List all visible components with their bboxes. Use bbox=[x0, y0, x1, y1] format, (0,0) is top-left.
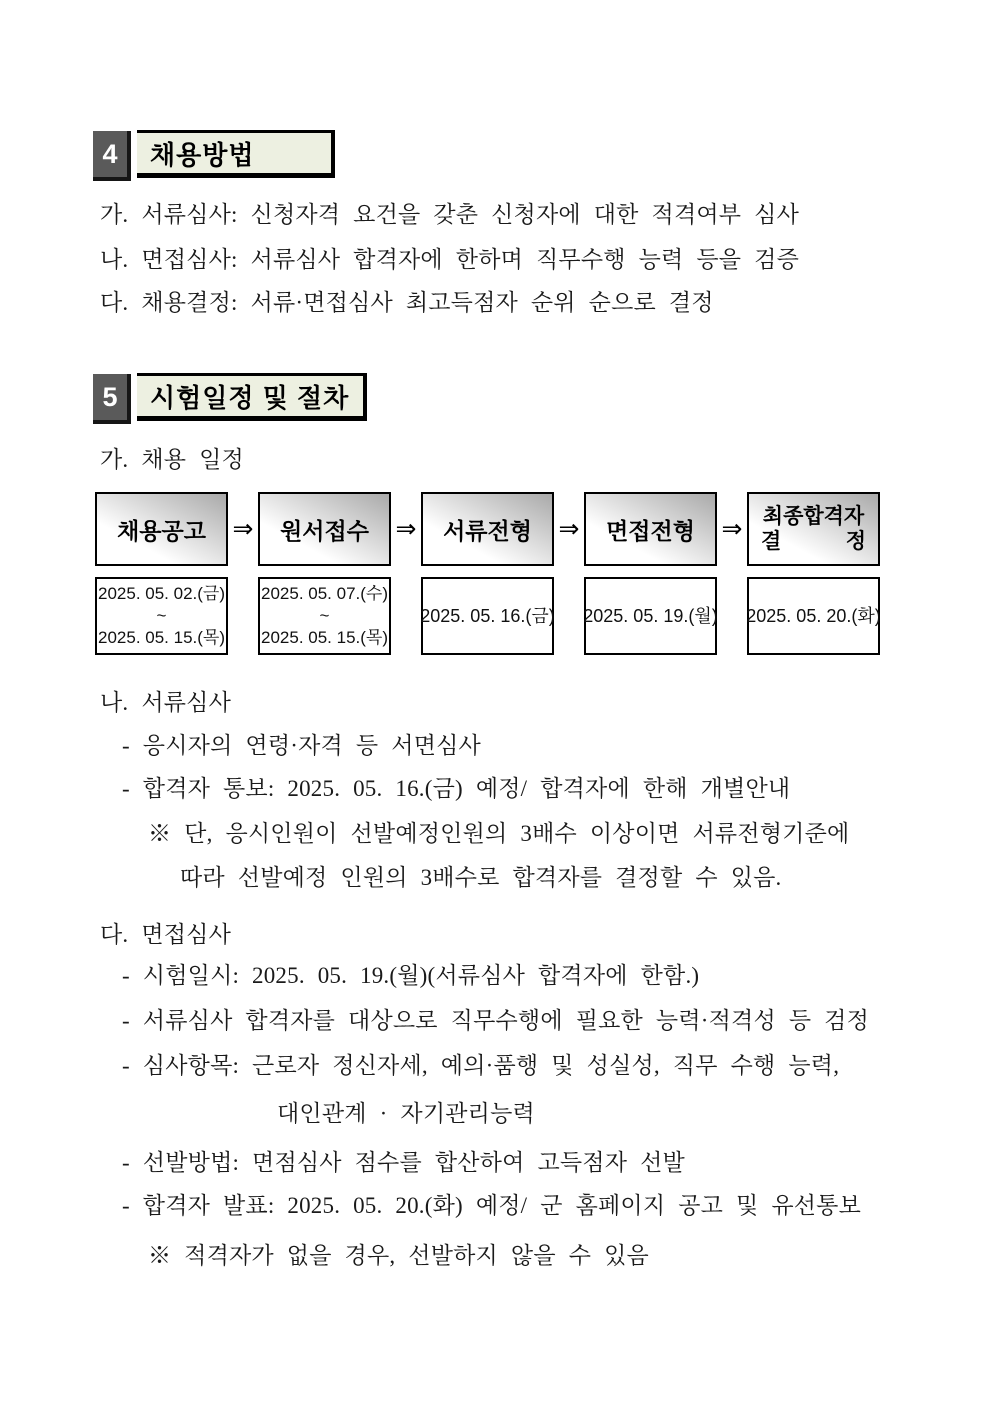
date-start: 2025. 05. 07.(수) bbox=[261, 584, 388, 603]
tilde: ~ bbox=[156, 606, 167, 625]
flow-step-interview: 면접전형 bbox=[584, 492, 717, 566]
flow-step-final-decision-line1: 최종합격자 bbox=[762, 505, 865, 528]
interview-heading: 다. 면접심사 bbox=[100, 922, 231, 947]
double-arrow-icon: ⇒ bbox=[721, 514, 743, 543]
section4-number-badge: 4 bbox=[93, 131, 131, 181]
schedule-heading: 가. 채용 일정 bbox=[100, 447, 244, 472]
flow-step-final-decision bbox=[747, 492, 880, 566]
section4-line-2: 나. 면접심사: 서류심사 합격자에 한하며 직무수행 능력 등을 검증 bbox=[100, 247, 800, 272]
date-start: 2025. 05. 02.(금) bbox=[98, 584, 225, 603]
date: 2025. 05. 20.(화) bbox=[746, 606, 881, 626]
interview-note: ※ 적격자가 없을 경우, 선발하지 않을 수 있음 bbox=[148, 1243, 649, 1268]
interview-line-3-continued: 대인관계 · 자기관리능력 bbox=[277, 1101, 535, 1126]
interview-line-3: - 심사항목: 근로자 정신자세, 예의·품행 및 성실성, 직무 수행 능력, bbox=[122, 1053, 840, 1078]
flow-final-right-char: 정 bbox=[845, 530, 866, 553]
document-review-note-line-2: 따라 선발예정 인원의 3배수로 합격자를 결정할 수 있음. bbox=[180, 865, 782, 890]
section4-title: 채용방법 bbox=[137, 130, 335, 178]
section5-title: 시험일정 및 절차 bbox=[137, 373, 367, 421]
date: 2025. 05. 16.(금) bbox=[420, 606, 555, 626]
section5-number-badge: 5 bbox=[93, 374, 131, 424]
interview-line-4: - 선발방법: 면점심사 점수를 합산하여 고득점자 선발 bbox=[122, 1150, 685, 1175]
date-end: 2025. 05. 15.(목) bbox=[98, 628, 225, 647]
flow-final-left-char: 결 bbox=[761, 530, 782, 553]
double-arrow-icon: ⇒ bbox=[395, 514, 417, 543]
flow-step-announcement: 채용공고 bbox=[95, 492, 228, 566]
date-box-document-screening bbox=[421, 577, 554, 655]
interview-line-1: - 시험일시: 2025. 05. 19.(월)(서류심사 합격자에 한함.) bbox=[122, 963, 700, 988]
flow-step-final-decision-line2 bbox=[749, 529, 878, 554]
section4-line-3: 다. 채용결정: 서류·면접심사 최고득점자 순위 순으로 결정 bbox=[100, 290, 714, 315]
document-review-line-1: - 응시자의 연령·자격 등 서면심사 bbox=[122, 733, 481, 758]
date-box-final-decision bbox=[747, 577, 880, 655]
document-review-line-2: - 합격자 통보: 2025. 05. 16.(금) 예정/ 합격자에 한해 개별안내 bbox=[122, 776, 791, 801]
tilde: ~ bbox=[319, 606, 330, 625]
date-box-announcement bbox=[95, 577, 228, 655]
date-box-application bbox=[258, 577, 391, 655]
document-review-heading: 나. 서류심사 bbox=[100, 690, 231, 715]
double-arrow-icon: ⇒ bbox=[232, 514, 254, 543]
date-box-interview bbox=[584, 577, 717, 655]
flow-step-application: 원서접수 bbox=[258, 492, 391, 566]
interview-line-5: - 합격자 발표: 2025. 05. 20.(화) 예정/ 군 홈페이지 공고 및 유선통보 bbox=[122, 1193, 862, 1218]
date-end: 2025. 05. 15.(목) bbox=[261, 628, 388, 647]
interview-line-2: - 서류심사 합격자를 대상으로 직무수행에 필요한 능력·적격성 등 검정 bbox=[122, 1008, 870, 1033]
date: 2025. 05. 19.(월) bbox=[583, 606, 718, 626]
flow-step-document-screening: 서류전형 bbox=[421, 492, 554, 566]
document-review-note-line-1: ※ 단, 응시인원이 선발예정인원의 3배수 이상이면 서류전형기준에 bbox=[148, 821, 850, 846]
double-arrow-icon: ⇒ bbox=[558, 514, 580, 543]
section4-line-1: 가. 서류심사: 신청자격 요건을 갖춘 신청자에 대한 적격여부 심사 bbox=[100, 202, 800, 227]
